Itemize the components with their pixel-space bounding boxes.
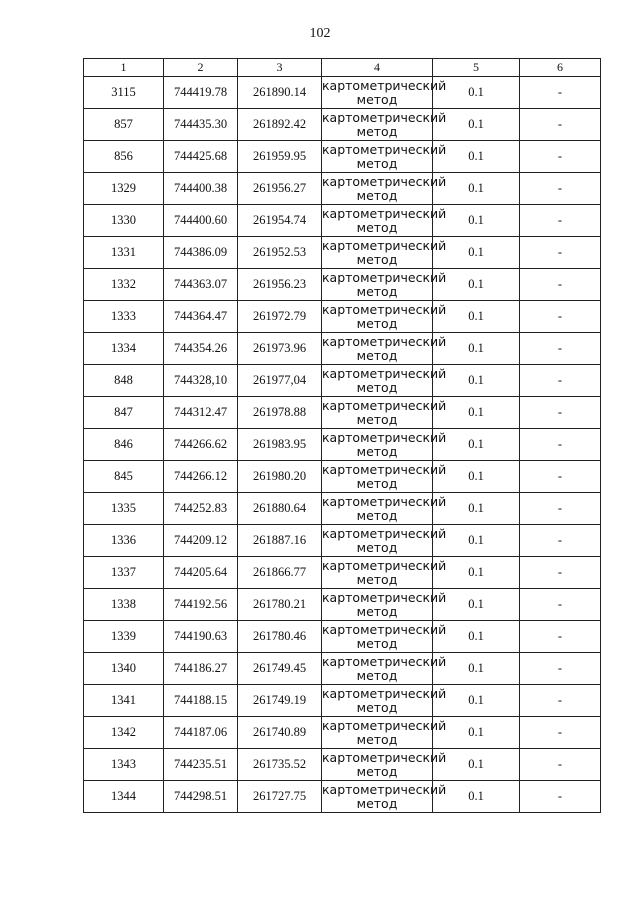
table-row bbox=[84, 365, 601, 397]
point-number-cell: 1341 bbox=[84, 685, 164, 717]
method-cell bbox=[322, 749, 447, 781]
method-label-line2: метод bbox=[356, 667, 398, 683]
method-label-line1: картометрический bbox=[322, 557, 447, 573]
x-coordinate-cell: 744192.56 bbox=[164, 589, 238, 621]
method-label-line1: картометрический bbox=[322, 237, 447, 253]
method-cell bbox=[322, 653, 447, 685]
point-number-cell: 1329 bbox=[84, 173, 164, 205]
method-label-line2: метод bbox=[356, 763, 398, 779]
table-row bbox=[84, 301, 601, 333]
method-cell bbox=[322, 173, 447, 205]
y-coordinate-cell: 261973.96 bbox=[238, 333, 322, 365]
method-label-line1: картометрический bbox=[322, 397, 447, 413]
accuracy-cell: 0.1 bbox=[433, 493, 520, 525]
table-row bbox=[84, 749, 601, 781]
x-coordinate-cell: 744328,10 bbox=[164, 365, 238, 397]
table-row bbox=[84, 781, 601, 813]
point-number-cell: 3115 bbox=[84, 77, 164, 109]
accuracy-cell: 0.1 bbox=[433, 205, 520, 237]
x-coordinate-cell: 744400.38 bbox=[164, 173, 238, 205]
method-label-line2: метод bbox=[356, 379, 398, 395]
accuracy-cell: 0.1 bbox=[433, 237, 520, 269]
note-cell: - bbox=[520, 589, 601, 621]
x-coordinate-cell: 744386.09 bbox=[164, 237, 238, 269]
header-cell-2: 2 bbox=[164, 59, 238, 77]
point-number-cell: 1344 bbox=[84, 781, 164, 813]
x-coordinate-cell: 744312.47 bbox=[164, 397, 238, 429]
note-cell: - bbox=[520, 493, 601, 525]
note-cell: - bbox=[520, 621, 601, 653]
table-row bbox=[84, 77, 601, 109]
x-coordinate-cell: 744188.15 bbox=[164, 685, 238, 717]
method-label-line1: картометрический bbox=[322, 653, 447, 669]
accuracy-cell: 0.1 bbox=[433, 717, 520, 749]
method-label-line2: метод bbox=[356, 699, 398, 715]
method-cell bbox=[322, 141, 447, 173]
accuracy-cell: 0.1 bbox=[433, 365, 520, 397]
method-label-line2: метод bbox=[356, 91, 398, 107]
y-coordinate-cell: 261880.64 bbox=[238, 493, 322, 525]
y-coordinate-cell: 261727.75 bbox=[238, 781, 322, 813]
method-label-line2: метод bbox=[356, 219, 398, 235]
accuracy-cell: 0.1 bbox=[433, 141, 520, 173]
method-cell bbox=[322, 461, 447, 493]
method-label-line2: метод bbox=[356, 123, 398, 139]
point-number-cell: 1334 bbox=[84, 333, 164, 365]
method-label-line2: метод bbox=[356, 155, 398, 171]
point-number-cell: 847 bbox=[84, 397, 164, 429]
table-body bbox=[84, 77, 601, 813]
page-number: 102 bbox=[309, 26, 331, 41]
note-cell: - bbox=[520, 269, 601, 301]
method-cell bbox=[322, 717, 447, 749]
method-label-line2: метод bbox=[356, 635, 398, 651]
accuracy-cell: 0.1 bbox=[433, 333, 520, 365]
point-number-cell: 1333 bbox=[84, 301, 164, 333]
table-row bbox=[84, 141, 601, 173]
x-coordinate-cell: 744266.62 bbox=[164, 429, 238, 461]
method-label-line1: картометрический bbox=[322, 493, 447, 509]
x-coordinate-cell: 744298.51 bbox=[164, 781, 238, 813]
point-number-cell: 857 bbox=[84, 109, 164, 141]
y-coordinate-cell: 261780.21 bbox=[238, 589, 322, 621]
note-cell: - bbox=[520, 109, 601, 141]
x-coordinate-cell: 744187.06 bbox=[164, 717, 238, 749]
table-row bbox=[84, 493, 601, 525]
note-cell: - bbox=[520, 557, 601, 589]
note-cell: - bbox=[520, 429, 601, 461]
accuracy-cell: 0.1 bbox=[433, 461, 520, 493]
accuracy-cell: 0.1 bbox=[433, 525, 520, 557]
y-coordinate-cell: 261866.77 bbox=[238, 557, 322, 589]
method-cell bbox=[322, 109, 447, 141]
note-cell: - bbox=[520, 141, 601, 173]
method-label-line1: картометрический bbox=[322, 205, 447, 221]
point-number-cell: 1331 bbox=[84, 237, 164, 269]
method-cell bbox=[322, 269, 447, 301]
x-coordinate-cell: 744235.51 bbox=[164, 749, 238, 781]
point-number-cell: 1340 bbox=[84, 653, 164, 685]
point-number-cell: 1343 bbox=[84, 749, 164, 781]
method-label-line2: метод bbox=[356, 283, 398, 299]
accuracy-cell: 0.1 bbox=[433, 429, 520, 461]
table-row bbox=[84, 717, 601, 749]
method-label-line2: метод bbox=[356, 411, 398, 427]
method-cell bbox=[322, 397, 447, 429]
y-coordinate-cell: 261956.23 bbox=[238, 269, 322, 301]
method-cell bbox=[322, 589, 447, 621]
method-label-line2: метод bbox=[356, 603, 398, 619]
method-cell bbox=[322, 205, 447, 237]
method-cell bbox=[322, 557, 447, 589]
note-cell: - bbox=[520, 749, 601, 781]
method-label-line2: метод bbox=[356, 475, 398, 491]
x-coordinate-cell: 744400.60 bbox=[164, 205, 238, 237]
table-row bbox=[84, 461, 601, 493]
table-header bbox=[84, 59, 601, 77]
point-number-cell: 1338 bbox=[84, 589, 164, 621]
table-row bbox=[84, 109, 601, 141]
y-coordinate-cell: 261959.95 bbox=[238, 141, 322, 173]
method-label-line2: метод bbox=[356, 731, 398, 747]
note-cell: - bbox=[520, 781, 601, 813]
point-number-cell: 856 bbox=[84, 141, 164, 173]
note-cell: - bbox=[520, 461, 601, 493]
point-number-cell: 846 bbox=[84, 429, 164, 461]
table-row bbox=[84, 205, 601, 237]
y-coordinate-cell: 261749.19 bbox=[238, 685, 322, 717]
table-row bbox=[84, 621, 601, 653]
method-label-line1: картометрический bbox=[322, 173, 447, 189]
x-coordinate-cell: 744364.47 bbox=[164, 301, 238, 333]
method-label-line1: картометрический bbox=[322, 365, 447, 381]
method-label-line1: картометрический bbox=[322, 301, 447, 317]
note-cell: - bbox=[520, 653, 601, 685]
x-coordinate-cell: 744435.30 bbox=[164, 109, 238, 141]
y-coordinate-cell: 261735.52 bbox=[238, 749, 322, 781]
accuracy-cell: 0.1 bbox=[433, 269, 520, 301]
method-label-line1: картометрический bbox=[322, 717, 447, 733]
note-cell: - bbox=[520, 77, 601, 109]
point-number-cell: 1337 bbox=[84, 557, 164, 589]
header-cell-3: 3 bbox=[238, 59, 322, 77]
method-label-line1: картометрический bbox=[322, 141, 447, 157]
y-coordinate-cell: 261780.46 bbox=[238, 621, 322, 653]
note-cell: - bbox=[520, 237, 601, 269]
accuracy-cell: 0.1 bbox=[433, 397, 520, 429]
method-cell bbox=[322, 365, 447, 397]
y-coordinate-cell: 261983.95 bbox=[238, 429, 322, 461]
method-cell bbox=[322, 621, 447, 653]
accuracy-cell: 0.1 bbox=[433, 301, 520, 333]
note-cell: - bbox=[520, 301, 601, 333]
method-label-line1: картометрический bbox=[322, 333, 447, 349]
method-label-line1: картометрический bbox=[322, 77, 447, 93]
header-cell-5: 5 bbox=[433, 59, 520, 77]
y-coordinate-cell: 261978.88 bbox=[238, 397, 322, 429]
note-cell: - bbox=[520, 397, 601, 429]
table-row bbox=[84, 333, 601, 365]
method-label-line2: метод bbox=[356, 443, 398, 459]
method-cell bbox=[322, 525, 447, 557]
accuracy-cell: 0.1 bbox=[433, 621, 520, 653]
method-label-line1: картометрический bbox=[322, 621, 447, 637]
table-row bbox=[84, 173, 601, 205]
point-number-cell: 1330 bbox=[84, 205, 164, 237]
method-label-line1: картометрический bbox=[322, 685, 447, 701]
y-coordinate-cell: 261892.42 bbox=[238, 109, 322, 141]
point-number-cell: 1335 bbox=[84, 493, 164, 525]
accuracy-cell: 0.1 bbox=[433, 173, 520, 205]
method-cell bbox=[322, 429, 447, 461]
method-label-line1: картометрический bbox=[322, 461, 447, 477]
y-coordinate-cell: 261890.14 bbox=[238, 77, 322, 109]
x-coordinate-cell: 744419.78 bbox=[164, 77, 238, 109]
method-cell bbox=[322, 301, 447, 333]
point-number-cell: 1332 bbox=[84, 269, 164, 301]
header-cell-6: 6 bbox=[520, 59, 601, 77]
table-row bbox=[84, 237, 601, 269]
point-number-cell: 848 bbox=[84, 365, 164, 397]
note-cell: - bbox=[520, 173, 601, 205]
method-label-line2: метод bbox=[356, 187, 398, 203]
method-cell bbox=[322, 77, 447, 109]
method-cell bbox=[322, 333, 447, 365]
method-label-line1: картометрический bbox=[322, 781, 447, 797]
method-cell bbox=[322, 781, 447, 813]
x-coordinate-cell: 744363.07 bbox=[164, 269, 238, 301]
y-coordinate-cell: 261952.53 bbox=[238, 237, 322, 269]
method-label-line1: картометрический bbox=[322, 109, 447, 125]
note-cell: - bbox=[520, 525, 601, 557]
x-coordinate-cell: 744266.12 bbox=[164, 461, 238, 493]
y-coordinate-cell: 261980.20 bbox=[238, 461, 322, 493]
method-cell bbox=[322, 237, 447, 269]
table-row bbox=[84, 653, 601, 685]
x-coordinate-cell: 744209.12 bbox=[164, 525, 238, 557]
point-number-cell: 1342 bbox=[84, 717, 164, 749]
accuracy-cell: 0.1 bbox=[433, 749, 520, 781]
point-number-cell: 1339 bbox=[84, 621, 164, 653]
x-coordinate-cell: 744252.83 bbox=[164, 493, 238, 525]
method-label-line1: картометрический bbox=[322, 429, 447, 445]
header-row bbox=[84, 59, 601, 77]
method-label-line1: картометрический bbox=[322, 749, 447, 765]
method-label-line1: картометрический bbox=[322, 269, 447, 285]
x-coordinate-cell: 744190.63 bbox=[164, 621, 238, 653]
note-cell: - bbox=[520, 205, 601, 237]
y-coordinate-cell: 261749.45 bbox=[238, 653, 322, 685]
method-label-line1: картометрический bbox=[322, 589, 447, 605]
method-label-line2: метод bbox=[356, 571, 398, 587]
y-coordinate-cell: 261956.27 bbox=[238, 173, 322, 205]
table-row bbox=[84, 589, 601, 621]
y-coordinate-cell: 261740.89 bbox=[238, 717, 322, 749]
method-cell bbox=[322, 685, 447, 717]
note-cell: - bbox=[520, 685, 601, 717]
accuracy-cell: 0.1 bbox=[433, 557, 520, 589]
method-cell bbox=[322, 493, 447, 525]
method-label-line2: метод bbox=[356, 315, 398, 331]
x-coordinate-cell: 744425.68 bbox=[164, 141, 238, 173]
y-coordinate-cell: 261977,04 bbox=[238, 365, 322, 397]
y-coordinate-cell: 261887.16 bbox=[238, 525, 322, 557]
method-label-line2: метод bbox=[356, 347, 398, 363]
coordinates-table bbox=[83, 58, 601, 813]
table-row bbox=[84, 685, 601, 717]
y-coordinate-cell: 261954.74 bbox=[238, 205, 322, 237]
x-coordinate-cell: 744205.64 bbox=[164, 557, 238, 589]
accuracy-cell: 0.1 bbox=[433, 781, 520, 813]
table-row bbox=[84, 525, 601, 557]
note-cell: - bbox=[520, 717, 601, 749]
table-row bbox=[84, 397, 601, 429]
header-cell-4: 4 bbox=[322, 59, 433, 77]
method-label-line2: метод bbox=[356, 539, 398, 555]
accuracy-cell: 0.1 bbox=[433, 109, 520, 141]
accuracy-cell: 0.1 bbox=[433, 685, 520, 717]
accuracy-cell: 0.1 bbox=[433, 77, 520, 109]
method-label-line2: метод bbox=[356, 795, 398, 811]
x-coordinate-cell: 744186.27 bbox=[164, 653, 238, 685]
method-label-line2: метод bbox=[356, 507, 398, 523]
accuracy-cell: 0.1 bbox=[433, 653, 520, 685]
method-label-line1: картометрический bbox=[322, 525, 447, 541]
table-row bbox=[84, 269, 601, 301]
point-number-cell: 845 bbox=[84, 461, 164, 493]
note-cell: - bbox=[520, 333, 601, 365]
table-row bbox=[84, 429, 601, 461]
table-row bbox=[84, 557, 601, 589]
accuracy-cell: 0.1 bbox=[433, 589, 520, 621]
y-coordinate-cell: 261972.79 bbox=[238, 301, 322, 333]
point-number-cell: 1336 bbox=[84, 525, 164, 557]
x-coordinate-cell: 744354.26 bbox=[164, 333, 238, 365]
method-label-line2: метод bbox=[356, 251, 398, 267]
header-cell-1: 1 bbox=[84, 59, 164, 77]
note-cell: - bbox=[520, 365, 601, 397]
